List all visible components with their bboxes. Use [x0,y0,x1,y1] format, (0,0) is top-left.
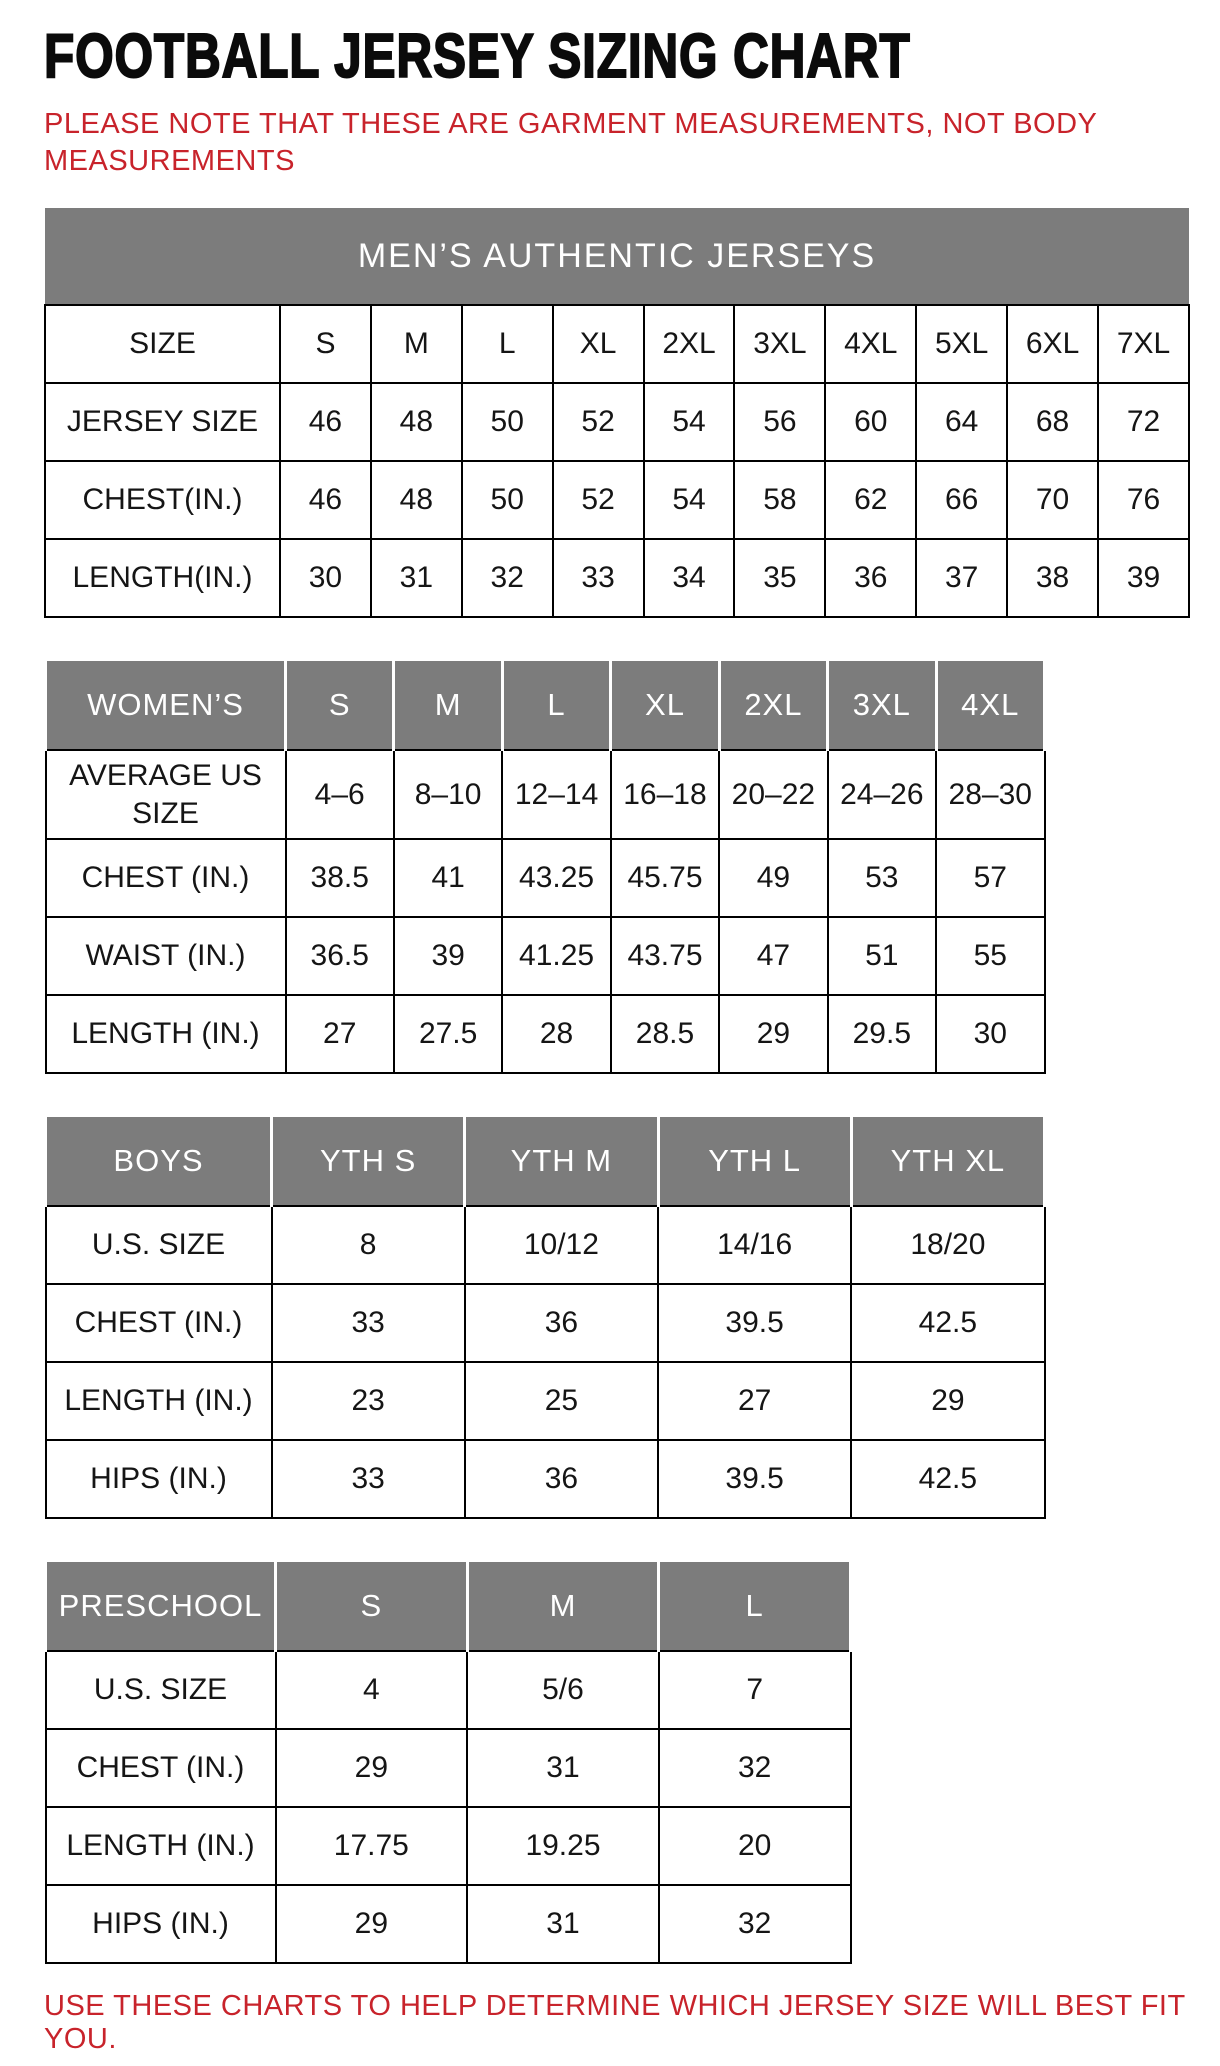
data-cell: 52 [553,461,644,539]
preschool-jerseys [44,1559,852,1964]
data-cell: 8 [272,1206,465,1284]
data-cell: 43.75 [611,917,719,995]
data-cell: 18/20 [851,1206,1044,1284]
data-cell: 27.5 [394,995,502,1073]
table-header-row [46,1561,851,1652]
data-cell: 27 [286,995,394,1073]
footer-note: USE THESE CHARTS TO HELP DETERMINE WHICH JERSEY SIZE WILL BEST FIT YOU. [44,1990,1186,2056]
size-header-cell: S [276,1561,468,1652]
data-cell: 7XL [1098,305,1189,383]
table-row [46,839,1045,917]
boys-sizing-table [44,1114,1192,1519]
data-cell: 58 [734,461,825,539]
data-cell: 57 [936,839,1044,917]
data-cell: 29 [276,1729,468,1807]
data-cell: 36 [825,539,916,617]
table-title-cell: BOYS [46,1116,272,1207]
row-label: CHEST (IN.) [46,1284,272,1362]
data-cell: 25 [465,1362,658,1440]
table-row [46,750,1045,839]
table-row [46,917,1045,995]
data-cell: 47 [719,917,827,995]
womens-sizing-table [44,658,1192,1074]
data-cell: 54 [644,461,735,539]
data-cell: 29 [276,1885,468,1963]
size-header-cell: S [286,660,394,751]
data-cell: 38 [1007,539,1098,617]
data-cell: 29.5 [828,995,936,1073]
row-label: AVERAGE US SIZE [46,750,286,839]
womens-jerseys [44,658,1046,1074]
data-cell: 39 [1098,539,1189,617]
page-title: FOOTBALL JERSEY SIZING CHART [44,22,911,91]
data-cell: 17.75 [276,1807,468,1885]
data-cell: 30 [280,539,371,617]
table-row [45,461,1189,539]
size-header-cell: 3XL [828,660,936,751]
size-header-cell: M [394,660,502,751]
size-header-cell: L [659,1561,851,1652]
data-cell: 31 [371,539,462,617]
data-cell: 56 [734,383,825,461]
data-cell: 20 [659,1807,851,1885]
row-label: LENGTH (IN.) [46,1807,276,1885]
data-cell: 64 [916,383,1007,461]
row-label: U.S. SIZE [46,1651,276,1729]
data-cell: 60 [825,383,916,461]
mens-authentic-jerseys [44,208,1190,618]
size-header-cell: YTH M [465,1116,658,1207]
table-title-cell: PRESCHOOL [46,1561,276,1652]
data-cell: 19.25 [467,1807,659,1885]
row-label: U.S. SIZE [46,1206,272,1284]
data-cell: 54 [644,383,735,461]
size-header-cell: YTH XL [851,1116,1044,1207]
data-cell: 33 [553,539,644,617]
data-cell: 38.5 [286,839,394,917]
data-cell: 29 [719,995,827,1073]
row-label: SIZE [45,305,280,383]
data-cell: 50 [462,383,553,461]
row-label: JERSEY SIZE [45,383,280,461]
data-cell: 31 [467,1729,659,1807]
data-cell: 2XL [644,305,735,383]
data-cell: 32 [659,1729,851,1807]
data-cell: 3XL [734,305,825,383]
data-cell: 20–22 [719,750,827,839]
table-row [46,1885,851,1963]
size-header-cell: L [502,660,610,751]
table-row [46,1807,851,1885]
row-label: HIPS (IN.) [46,1440,272,1518]
data-cell: 70 [1007,461,1098,539]
row-label: LENGTH (IN.) [46,995,286,1073]
table-row [46,1284,1045,1362]
table-header-row [46,660,1045,751]
data-cell: 51 [828,917,936,995]
data-cell: M [371,305,462,383]
data-cell: 16–18 [611,750,719,839]
size-header-cell: XL [611,660,719,751]
data-cell: 66 [916,461,1007,539]
size-header-cell: 2XL [719,660,827,751]
data-cell: 39 [394,917,502,995]
data-cell: 34 [644,539,735,617]
data-cell: 48 [371,461,462,539]
data-cell: XL [553,305,644,383]
sizing-chart-page [44,22,1192,2056]
data-cell: 50 [462,461,553,539]
data-cell: 76 [1098,461,1189,539]
data-cell: 46 [280,461,371,539]
data-cell: 48 [371,383,462,461]
row-label: CHEST (IN.) [46,1729,276,1807]
data-cell: 39.5 [658,1284,851,1362]
data-cell: 36 [465,1440,658,1518]
table-banner-row [45,208,1189,305]
data-cell: 23 [272,1362,465,1440]
data-cell: 33 [272,1440,465,1518]
data-cell: 28 [502,995,610,1073]
data-cell: 41.25 [502,917,610,995]
table-banner: MEN’S AUTHENTIC JERSEYS [45,208,1189,305]
data-cell: 24–26 [828,750,936,839]
data-cell: 41 [394,839,502,917]
data-cell: 31 [467,1885,659,1963]
boys-jerseys [44,1114,1046,1519]
data-cell: 4–6 [286,750,394,839]
data-cell: 28–30 [936,750,1044,839]
table-row [46,1440,1045,1518]
table-header-row [46,1116,1045,1207]
data-cell: 14/16 [658,1206,851,1284]
table-row [46,1362,1045,1440]
data-cell: 7 [659,1651,851,1729]
data-cell: 43.25 [502,839,610,917]
size-header-cell: M [467,1561,659,1652]
data-cell: 35 [734,539,825,617]
data-cell: 42.5 [851,1284,1044,1362]
data-cell: 45.75 [611,839,719,917]
table-row [45,539,1189,617]
row-label: CHEST(IN.) [45,461,280,539]
row-label: CHEST (IN.) [46,839,286,917]
row-label: LENGTH (IN.) [46,1362,272,1440]
table-row [45,383,1189,461]
size-header-cell: 4XL [936,660,1044,751]
data-cell: L [462,305,553,383]
table-row [46,1206,1045,1284]
table-row [46,995,1045,1073]
table-title-cell: WOMEN’S [46,660,286,751]
data-cell: 33 [272,1284,465,1362]
data-cell: 37 [916,539,1007,617]
size-header-cell: YTH S [272,1116,465,1207]
data-cell: 4XL [825,305,916,383]
size-header-cell: YTH L [658,1116,851,1207]
data-cell: 8–10 [394,750,502,839]
data-cell: 36.5 [286,917,394,995]
data-cell: 12–14 [502,750,610,839]
table-row [46,1651,851,1729]
garment-measurements-note: PLEASE NOTE THAT THESE ARE GARMENT MEASUREMENTS, NOT BODY MEASUREMENTS [44,108,1097,178]
data-cell: 10/12 [465,1206,658,1284]
data-cell: 68 [1007,383,1098,461]
data-cell: S [280,305,371,383]
data-cell: 5XL [916,305,1007,383]
data-cell: 29 [851,1362,1044,1440]
data-cell: 72 [1098,383,1189,461]
mens-sizing-table [44,208,1192,618]
data-cell: 32 [659,1885,851,1963]
data-cell: 62 [825,461,916,539]
data-cell: 4 [276,1651,468,1729]
data-cell: 52 [553,383,644,461]
data-cell: 39.5 [658,1440,851,1518]
data-cell: 5/6 [467,1651,659,1729]
row-label: WAIST (IN.) [46,917,286,995]
row-label: HIPS (IN.) [46,1885,276,1963]
data-cell: 42.5 [851,1440,1044,1518]
data-cell: 28.5 [611,995,719,1073]
data-cell: 32 [462,539,553,617]
data-cell: 49 [719,839,827,917]
table-row [45,305,1189,383]
preschool-sizing-table [44,1559,1192,1964]
data-cell: 6XL [1007,305,1098,383]
data-cell: 30 [936,995,1044,1073]
row-label: LENGTH(IN.) [45,539,280,617]
data-cell: 27 [658,1362,851,1440]
data-cell: 36 [465,1284,658,1362]
data-cell: 46 [280,383,371,461]
table-row [46,1729,851,1807]
data-cell: 55 [936,917,1044,995]
data-cell: 53 [828,839,936,917]
